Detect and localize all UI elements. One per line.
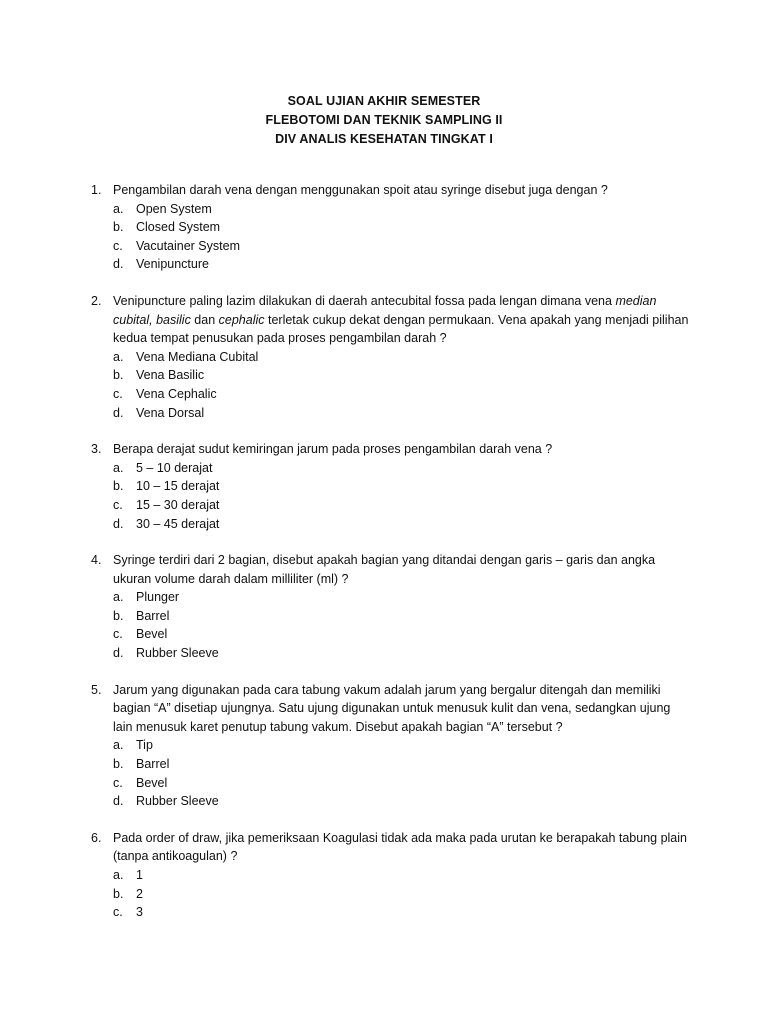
option-text: Vena Basilic (136, 368, 205, 383)
option-letter: c. (113, 497, 123, 512)
question-text-segment: Venipuncture paling lazim dilakukan di daerah antecubital fossa pada lengan dimana vena (113, 293, 616, 308)
question-text (113, 551, 691, 588)
answer-option (113, 496, 691, 515)
option-letter: d. (113, 405, 124, 420)
option-letter: a. (113, 738, 124, 753)
option-letter: a. (113, 868, 124, 882)
answer-options (113, 588, 691, 662)
question-text (113, 440, 691, 459)
option-letter: a. (113, 201, 124, 216)
answer-option (113, 366, 691, 385)
question-item (91, 292, 691, 422)
question-text (113, 181, 691, 200)
option-letter: c. (113, 775, 123, 790)
answer-option (113, 866, 691, 885)
option-letter: d. (113, 646, 124, 661)
answer-option (113, 885, 691, 904)
question-number: 5. (91, 682, 102, 697)
question-text-italic-segment: median cubital, basilic (113, 293, 657, 327)
option-text: Vacutainer System (136, 238, 240, 253)
answer-options (113, 736, 691, 810)
answer-option (113, 348, 691, 367)
answer-options (113, 348, 691, 422)
option-text: 10 – 15 derajat (136, 479, 220, 494)
answer-option (113, 792, 691, 811)
option-letter: b. (113, 479, 124, 494)
option-text: 15 – 30 derajat (136, 497, 220, 512)
question-text-segment: dan (190, 312, 219, 327)
answer-option (113, 644, 691, 663)
answer-options (113, 200, 691, 274)
answer-options (113, 866, 691, 922)
question-stem (91, 681, 691, 737)
option-letter: d. (113, 794, 124, 809)
header-program: DIV ANALIS KESEHATAN TINGKAT I (275, 132, 493, 146)
question-stem (91, 829, 691, 866)
option-text: Plunger (136, 590, 180, 605)
option-text: Barrel (136, 608, 170, 623)
exam-header (0, 92, 768, 149)
option-text: 3 (136, 905, 143, 920)
answer-option (113, 515, 691, 534)
option-text: Bevel (136, 775, 168, 790)
question-number: 3. (91, 442, 102, 457)
question-number: 1. (91, 183, 102, 197)
option-letter: a. (113, 349, 124, 364)
answer-option (113, 255, 691, 274)
option-text: Vena Cephalic (136, 386, 217, 401)
option-letter: b. (113, 220, 124, 235)
answer-option (113, 404, 691, 423)
option-letter: c. (113, 238, 123, 253)
answer-option (113, 200, 691, 219)
question-item (91, 181, 691, 274)
question-text-segment: Pengambilan darah vena dengan menggunakan spoit atau syringe disebut juga dengan ? (113, 183, 608, 197)
question-text-segment: terletak cukup dekat dengan permukaan. Vena apakah yang menjadi pilihan kedua tempat penusukan pada proses pengambilan darah ? (113, 312, 689, 346)
option-text: Venipuncture (136, 257, 209, 272)
question-item (91, 829, 691, 922)
question-stem (91, 181, 691, 200)
option-text: Bevel (136, 627, 168, 642)
question-text-italic-segment: cephalic (218, 312, 265, 327)
option-letter: d. (113, 516, 124, 531)
question-stem (91, 551, 691, 588)
option-letter: c. (113, 627, 123, 642)
question-number: 6. (91, 830, 102, 845)
option-letter: a. (113, 460, 124, 475)
option-text: Tip (136, 738, 153, 753)
answer-option (113, 218, 691, 237)
option-text: 2 (136, 886, 143, 901)
question-number: 2. (91, 293, 102, 308)
question-text (113, 829, 691, 866)
header-course: FLEBOTOMI DAN TEKNIK SAMPLING II (265, 113, 503, 127)
option-letter: b. (113, 886, 124, 901)
question-item (91, 440, 691, 533)
option-text: 1 (136, 868, 143, 882)
option-letter: c. (113, 905, 123, 920)
option-letter: d. (113, 257, 124, 272)
answer-option (113, 903, 691, 922)
question-stem (91, 292, 691, 348)
question-text-segment: Jarum yang digunakan pada cara tabung vakum adalah jarum yang bergalur ditengah dan memiliki bagian “A” disetiap ujungnya. Satu ujung digunakan untuk menusuk kulit dan vena, sedangkan ujung lain menusuk karet penutup tabung vakum. Disebut apakah bagian “A” tersebut ? (113, 682, 671, 734)
option-text: Open System (136, 201, 212, 216)
option-text: Closed System (136, 220, 221, 235)
option-letter: c. (113, 386, 123, 401)
question-text (113, 292, 691, 348)
question-item (91, 551, 691, 663)
question-text-segment: Syringe terdiri dari 2 bagian, disebut apakah bagian yang ditandai dengan garis – garis dan angka ukuran volume darah dalam milliliter (ml) ? (113, 553, 656, 586)
header-title: SOAL UJIAN AKHIR SEMESTER (287, 94, 481, 108)
answer-option (113, 736, 691, 755)
option-letter: b. (113, 608, 124, 623)
question-text-segment: Berapa derajat sudut kemiringan jarum pada proses pengambilan darah vena ? (113, 442, 553, 457)
answer-option (113, 774, 691, 793)
question-number: 4. (91, 553, 102, 568)
question-stem (91, 440, 691, 459)
answer-option (113, 607, 691, 626)
answer-option (113, 588, 691, 607)
answer-option (113, 237, 691, 256)
answer-option (113, 755, 691, 774)
question-list (91, 181, 691, 940)
option-text: Vena Dorsal (136, 405, 205, 420)
option-text: 5 – 10 derajat (136, 460, 213, 475)
option-letter: b. (113, 757, 124, 772)
question-text (113, 681, 691, 737)
option-text: 30 – 45 derajat (136, 516, 220, 531)
answer-option (113, 477, 691, 496)
answer-option (113, 459, 691, 478)
option-letter: a. (113, 590, 124, 605)
question-text-segment: Pada order of draw, jika pemeriksaan Koagulasi tidak ada maka pada urutan ke berapakah tabung plain (tanpa antikoagulan) ? (113, 830, 687, 864)
option-letter: b. (113, 368, 124, 383)
option-text: Barrel (136, 757, 170, 772)
option-text: Rubber Sleeve (136, 794, 219, 809)
answer-option (113, 625, 691, 644)
option-text: Vena Mediana Cubital (136, 349, 259, 364)
answer-option (113, 385, 691, 404)
answer-options (113, 459, 691, 533)
question-item (91, 681, 691, 811)
option-text: Rubber Sleeve (136, 646, 219, 661)
